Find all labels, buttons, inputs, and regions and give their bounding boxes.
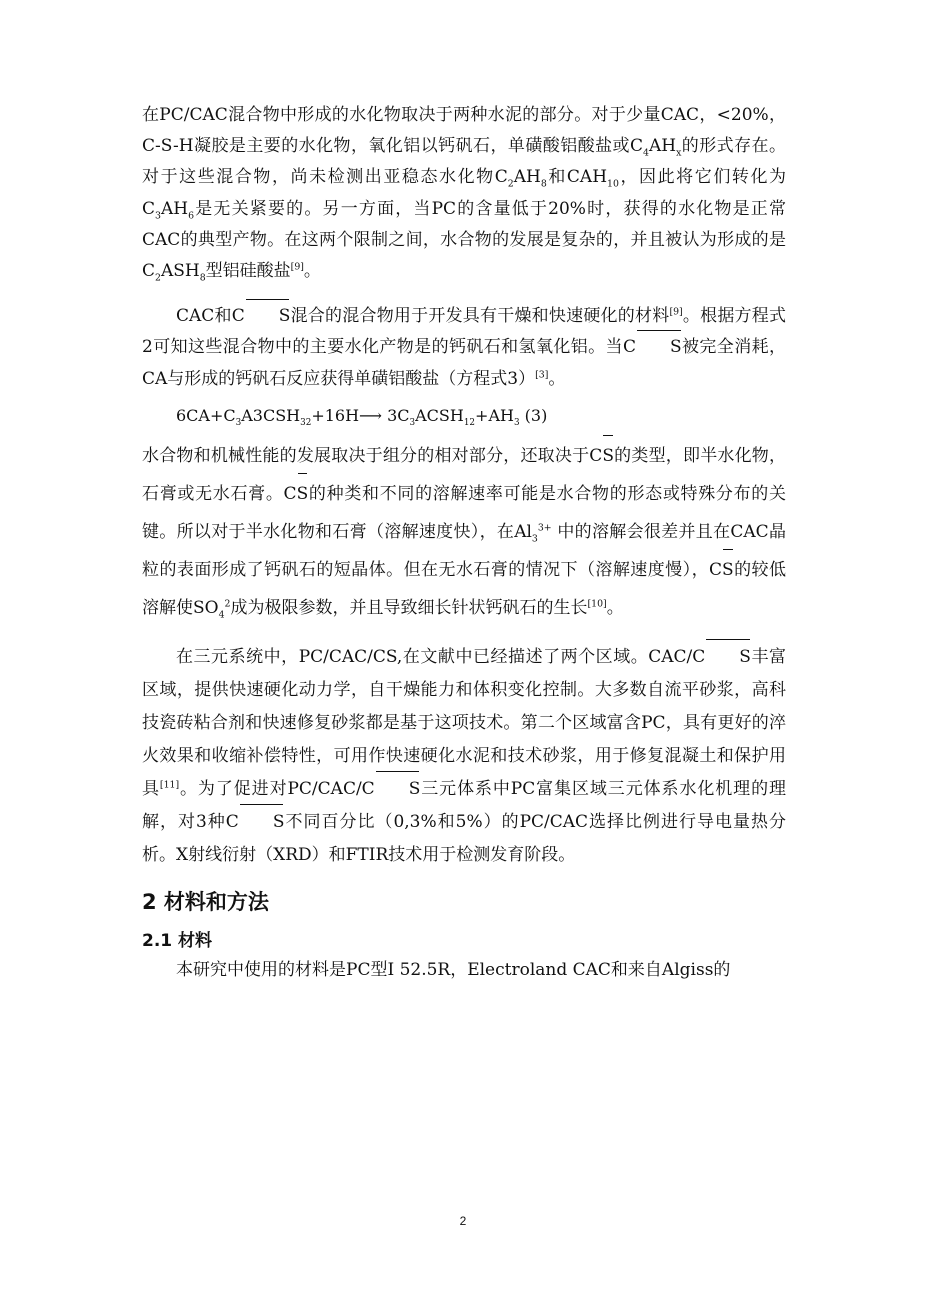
page-number: 2 [459, 1214, 467, 1228]
paragraph-3: 水合物和机械性能的发展取决于组分的相对部分，还取决于CS的类型，即半水化物，石膏或无水石膏。CS的种类和不同的溶解速率可能是水合物的形态或特殊分布的关键。所以对于半水化物和石膏（溶解速度快），在$Al_3^{3+}$ 中的溶解会很差并且在CAC晶粒的表面形成了钙矾石的短晶体。但在无水石膏的情况下（溶解速度慢），CS的较低溶解使$SO_4^2$成为极限参数，并且导致细长针状钙矾石的生长[10]。 [142, 437, 786, 627]
equation-3: $6CA+C_3A3CSH_{32}+16H⟶$ $3C_3ACSH_{12}+AH_3$ (3) [176, 405, 548, 429]
section-heading: 2 材料和方法 [142, 889, 269, 914]
page-body [142, 100, 786, 986]
subsection-heading: 2.1 材料 [142, 930, 213, 951]
citation: [11] [159, 779, 180, 791]
paragraph-2: CAC和C S混合的混合物用于开发具有干燥和快速硬化的材料[9]。根据方程式2可知这些混合物中的主要水化产物是的钙矾石和氢氧化铝。当C S被完全消耗，CA与形成的钙矾石反应获得单磺铝酸盐（方程式3）[3]。 [142, 301, 786, 395]
paragraph-5: 本研究中使用的材料是PC型I 52.5R，Electroland CAC和来自Algiss的 [176, 959, 731, 980]
citation: [3] [535, 368, 549, 380]
paragraph-1: 在PC/CAC混合物中形成的水化物取决于两种水泥的部分。对于少量CAC，<20%，C-S-H凝胶是主要的水化物，氧化铝以钙矾石，单磺酸铝酸盐或$C_4AH_x$的形式存在。对于这些混合物，尚未检测出亚稳态水化物$C_2AH_8$和$CAH_{10}$，因此将它们转化为$C_3AH_6$是无关紧要的。另一方面，当PC的含量低于20%时，获得的水化物是正常CAC的典型产物。在这两个限制之间，水合物的发展是复杂的，并且被认为形成的是$C_2ASH_8$型铝硅酸盐[9]。 [142, 105, 787, 284]
paragraph-4: 在三元系统中，PC/CAC/CS,在文献中已经描述了两个区域。CAC/C S丰富区域，提供快速硬化动力学，自干燥能力和体积变化控制。大多数自流平砂浆，高科技瓷砖粘合剂和快速修复砂浆都是基于这项技术。第二个区域富含PC，具有更好的淬火效果和收缩补偿特性，可用作快速硬化水泥和技术砂浆，用于修复混凝土和保护用具[11]。为了促进对PC/CAC/C S三元体系中PC富集区域三元体系水化机理的理解，对3种C S不同百分比（0,3%和5%）的PC/CAC选择比例进行导电量热分析。X射线衍射（XRD）和FTIR技术用于检测发育阶段。 [142, 641, 786, 872]
citation: [9] [669, 306, 683, 318]
citation: [10] [587, 598, 607, 610]
citation: [9] [290, 261, 304, 273]
